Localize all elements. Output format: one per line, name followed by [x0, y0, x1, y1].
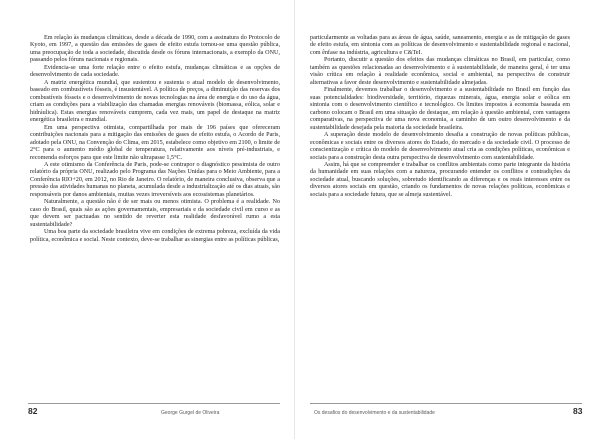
paragraph: Uma boa parte da sociedade brasileira vive em condições de extrema pobreza, excluída da vida política, econômica e social. Neste contexto, deve-se trabalhar as sinergias entre as políticas públicas,: [30, 229, 280, 243]
footer-divider: [310, 403, 582, 404]
right-text-column: [310, 35, 570, 199]
paragraph: particularmente as voltadas para as áreas de água, saúde, saneamento, energia e as de mitigação de gases de efeito estufa, em sintonia com as políticas de desenvolvimento e sustentabilidade regional e nacional, com ênfase na indústria, agricultura e C&TeI.: [310, 35, 570, 56]
footer-divider: [28, 403, 280, 404]
paragraph: Evidencia-se uma forte relação entre o efeito estufa, mudanças climáticas e as opções de desenvolvimento de cada sociedade.: [30, 64, 280, 79]
paragraph: Portanto, discutir a questão dos efeitos das mudanças climáticas no Brasil, em particular, como também as questões relacionadas ao desenvolvimento e à sustentabilidade, de maneira geral, é ter uma visão crítica em relação à realidade econômica, social e ambiental, na perspectiva de construir alternativas a favor deste desenvolvimento e sustentabilidade almejadas.: [310, 57, 570, 86]
paragraph: Finalmente, devemos trabalhar o desenvolvimento e a sustentabilidade no Brasil em função das suas potencialidades: biodiversidade, território, riquezas minerais, água, energia solar e eólica em sintonia com o desenvolvimento científico e tecnológico. Os limites impostos à economia baseada em carbono colocam o Brasil em uma situação de destaque, em relação à questão ambiental, com vantagens comparativas, na perspectiva de uma nova economia, a caminho de um outro desenvolvimento e da sustentabilidade desejada pela maioria da sociedade brasileira.: [310, 87, 570, 131]
paragraph: A este otimismo da Conferência de Paris, pode-se contrapor o diagnóstico pessimista de outro relatório da própria ONU, realizado pelo Programa das Nações Unidas para o Meio Ambiente, para a Conferência RIO+20, em 2012, no Rio de Janeiro. O relatório, de maneira conclusiva, observa que a pressão das atividades humanas no planeta, acumulada desde a industrialização até os dias atuais, são responsáveis por danos ambientais, muitas vezes irreversíveis aos ecossistemas planetários.: [30, 161, 280, 198]
page-number: 82: [28, 406, 38, 416]
running-footer-author: George Gurgel de Oliveira: [161, 410, 220, 416]
running-footer-title: Os desafios do desenvolvimento e da sustentabilidade: [314, 410, 435, 416]
right-page: [300, 0, 586, 439]
paragraph: Assim, há que se compreender e trabalhar os conflitos ambientais como parte integrante da história da humanidade em suas relações com a natureza, procurando entender os conflitos e contradições da sociedade atual, buscando soluções, sobretudo identificando as diferenças e os reais interesses entre os diversos atores sociais em questão, criando os fundamentos de novas relações políticas, econômicas e sociais para a sociedade futura, que se almeja sustentável.: [310, 161, 570, 198]
paragraph: A matriz energética mundial, que sustentou e sustenta o atual modelo de desenvolvimento, baseado em combustíveis fósseis, é insustentável. A política de preços, a diminuição das reservas dos combustíveis fósseis e o desenvolvimento de novas tecnologias na área de energia e do uso da água, criam as condições para a viabilização das chamadas energias renováveis (biomassa, eólica, solar e hidráulica). Estas energias renováveis cumprem, cada vez mais, um papel de destaque na matriz energética brasileira e mundial.: [30, 79, 280, 124]
page-number: 83: [573, 406, 583, 416]
paragraph: Em relação às mudanças climáticas, desde a década de 1990, com a assinatura do Protocolo de Kyoto, em 1997, a questão das emissões de gases de efeito estufa tornou-se uma questão pública, uma preocupação de toda a sociedade, discutida desde os fóruns internacionais, a exemplo da ONU, passando pelos fóruns nacionais e regionais.: [30, 35, 280, 64]
paragraph: Naturalmente, a questão não é de ser mais ou menos otimista. O problema é a realidade. No caso do Brasil, quais são as ações governamentais, empresariais e da sociedade civil em curso e as que devem ser pactuadas no sentido de reverter esta realidade desfavorável rumo a esta sustentabilidade?: [30, 199, 280, 228]
left-page: [0, 0, 286, 439]
page-gutter: [294, 0, 295, 439]
left-text-column: [30, 35, 280, 244]
paragraph: Em uma perspectiva otimista, compartilhada por mais de 196 países que ofereceram contribuições nacionais para a mitigação das emissões de gases de efeito estufa, o Acordo de Paris, adotado pela ONU, na Convenção do Clima, em 2015, estabelece como objetivo em 2100, o limite de 2°C para o aumento médio global de temperatura, relativamente aos níveis pré-industriais, e recomenda esforços para que este limite não ultrapasse 1,5°C.: [30, 124, 280, 161]
paragraph: A superação deste modelo de desenvolvimento desafia a construção de novas políticas públicas, econômicas e sociais entre os diversos atores do Estado, do mercado e da sociedade civil. O processo de conscientização e crítica do modelo de desenvolvimento atual cria as condições políticas, econômicas e sociais para a construção desta outra perspectiva de desenvolvimento com sustentabilidade.: [310, 132, 570, 161]
